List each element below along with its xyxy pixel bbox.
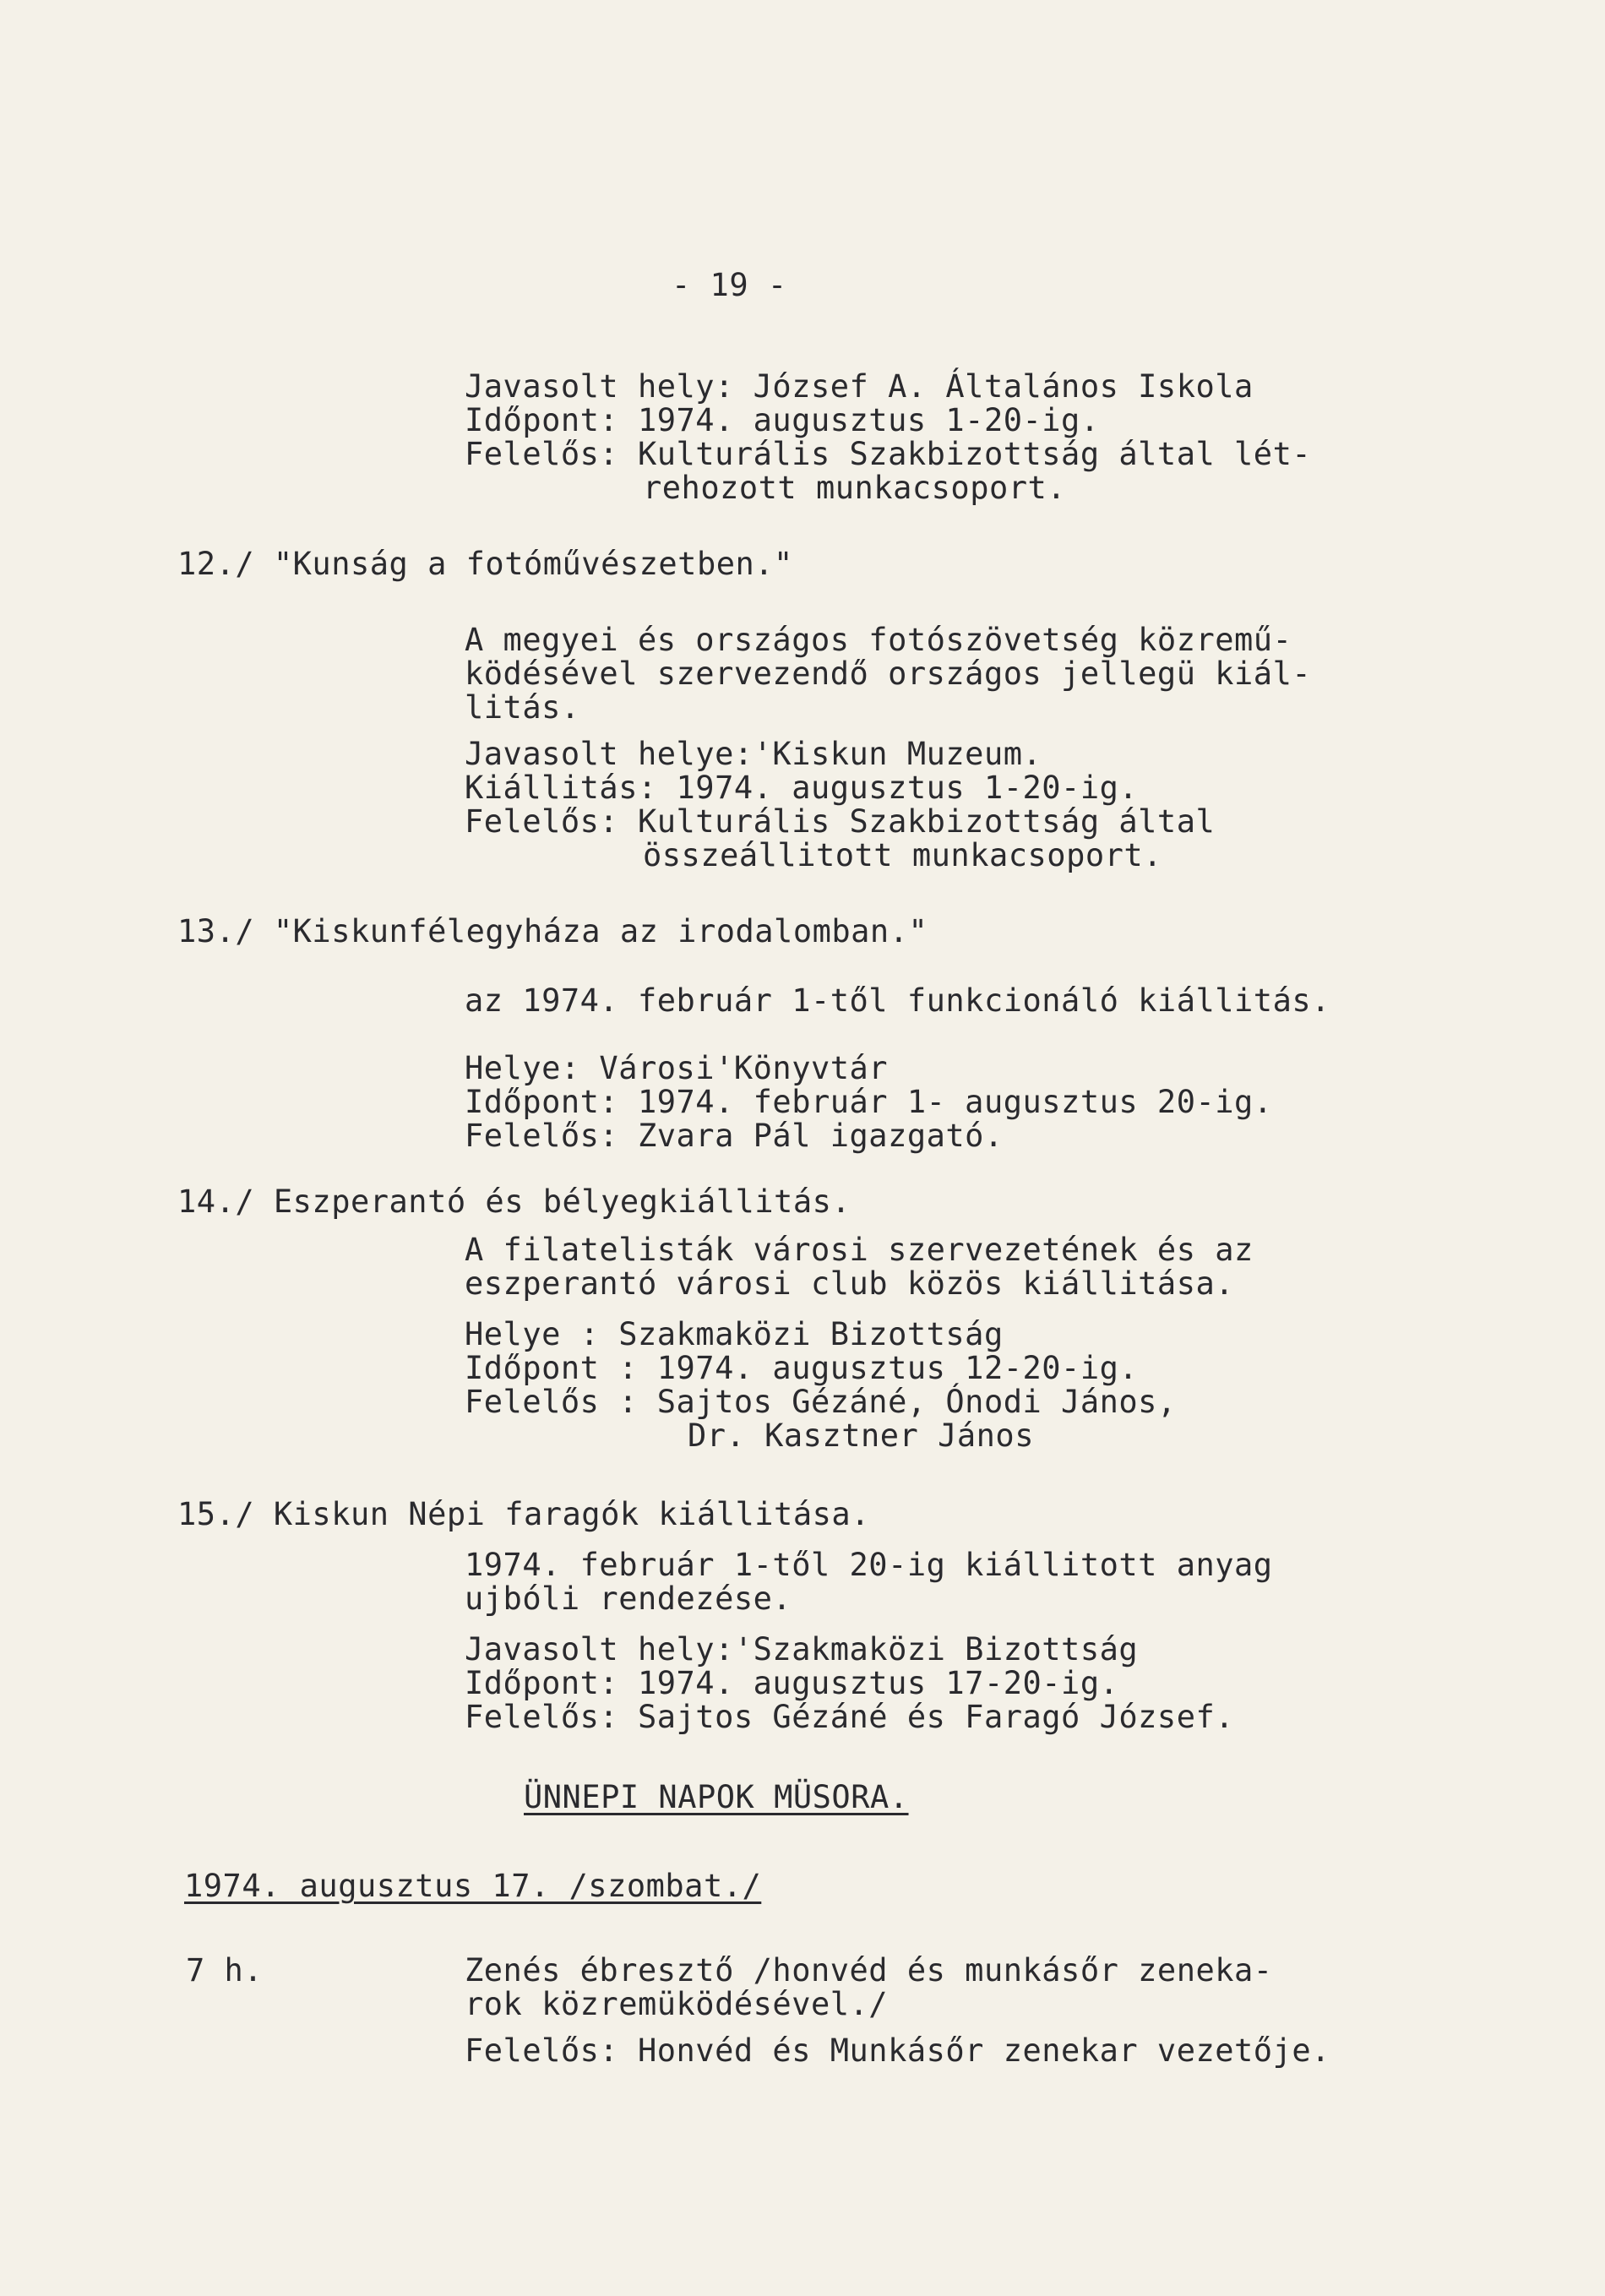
text-line: Helye: Városi'Könyvtár	[465, 1050, 889, 1086]
text-line: A filatelisták városi szervezetének és az	[465, 1232, 1254, 1268]
text-line: ködésével szervezendő országos jellegü kiál-	[465, 656, 1312, 692]
text-line: Felelős : Sajtos Gézáné, Ónodi János,	[465, 1384, 1177, 1420]
section-heading: 12./ "Kunság a fotóművészetben."	[177, 546, 793, 582]
text-line: Felelős: Kulturális Szakbizottság által	[465, 803, 1216, 840]
text-line: Felelős: Sajtos Gézáné és Faragó József.	[465, 1699, 1235, 1735]
text-line: Zenés ébresztő /honvéd és munkásőr zeneka-	[465, 1952, 1273, 1989]
text-line: eszperantó városi club közös kiállitása.	[465, 1265, 1235, 1302]
text-line: ujbóli rendezése.	[465, 1581, 792, 1617]
text-line: Felelős: Honvéd és Munkásőr zenekar vezetője.	[465, 2032, 1330, 2069]
text-line: 1974. február 1-től 20-ig kiállitott anyag	[465, 1547, 1273, 1583]
section-heading: 15./ Kiskun Népi faragók kiállitása.	[177, 1496, 870, 1532]
text-line: Időpont: 1974. augusztus 1-20-ig.	[465, 402, 1100, 438]
text-line: Javasolt hely: József A. Általános Iskola	[465, 368, 1254, 405]
text-line: Javasolt hely:'Szakmaközi Bizottság	[465, 1631, 1139, 1668]
section-heading: 13./ "Kiskunfélegyháza az irodalomban."	[177, 913, 928, 949]
text-line: Időpont: 1974. február 1- augusztus 20-ig.	[465, 1084, 1273, 1120]
text-line: Helye : Szakmaközi Bizottság	[465, 1316, 1004, 1352]
page-number: - 19 -	[672, 267, 787, 303]
text-line: rok közremüködésével./	[465, 1986, 889, 2022]
date-heading: 1974. augusztus 17. /szombat./	[184, 1868, 762, 1904]
text-line: Dr. Kasztner János	[688, 1417, 1034, 1454]
text-line: Javasolt helye:'Kiskun Muzeum.	[465, 736, 1042, 772]
text-line: Kiállitás: 1974. augusztus 1-20-ig.	[465, 770, 1139, 806]
time-label: 7 h.	[186, 1952, 264, 1989]
text-line: rehozott munkacsoport.	[643, 470, 1067, 506]
text-line: Felelős: Kulturális Szakbizottság által lét-	[465, 436, 1312, 472]
program-title: ÜNNEPI NAPOK MÜSORA.	[524, 1779, 909, 1815]
text-line: Időpont: 1974. augusztus 17-20-ig.	[465, 1665, 1119, 1701]
text-line: Felelős: Zvara Pál igazgató.	[465, 1118, 1004, 1154]
text-line: Időpont : 1974. augusztus 12-20-ig.	[465, 1350, 1139, 1386]
text-line: az 1974. február 1-től funkcionáló kiállitás.	[465, 982, 1330, 1019]
text-line: litás.	[465, 689, 580, 726]
text-line: összeállitott munkacsoport.	[643, 837, 1162, 873]
text-line: A megyei és országos fotószövetség közremű-	[465, 622, 1292, 658]
section-heading: 14./ Eszperantó és bélyegkiállitás.	[177, 1183, 851, 1220]
